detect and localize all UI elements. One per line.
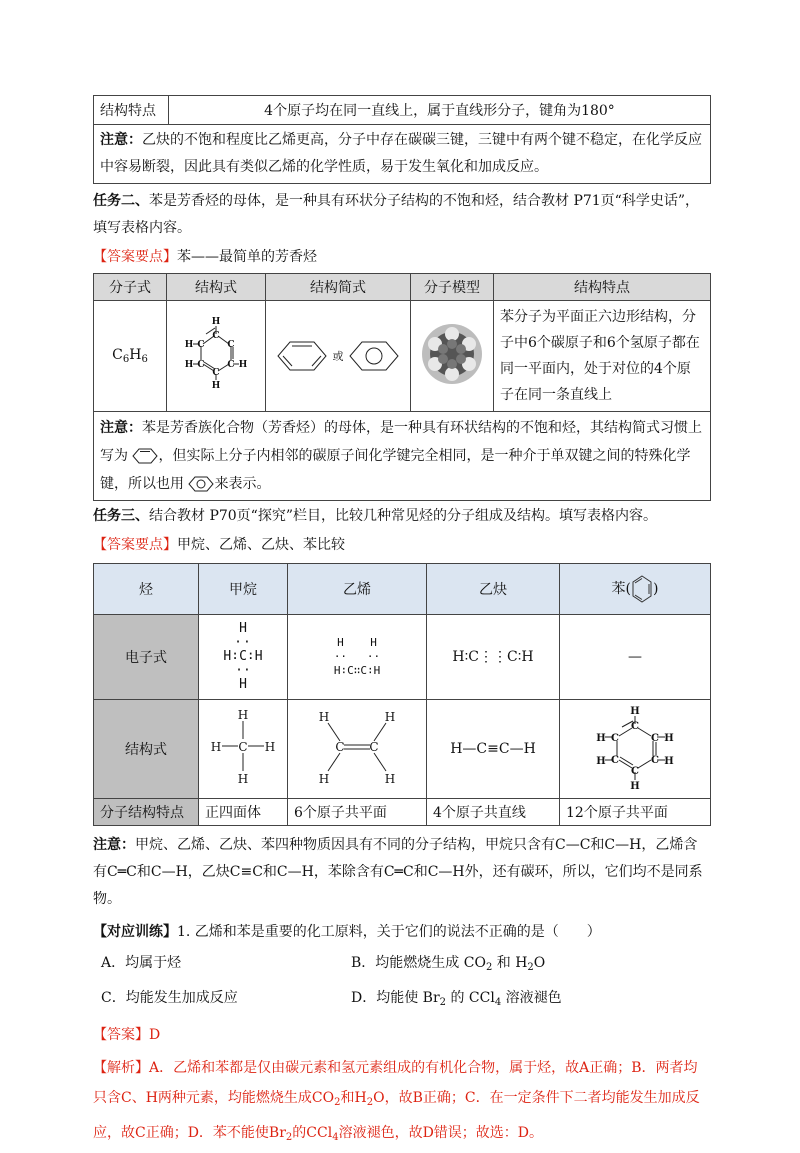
option-a[interactable]: A．均属于烃 xyxy=(101,955,182,971)
ethene-feature: 6个原子共平面 xyxy=(288,799,427,826)
compare-header-ethyne: 乙炔 xyxy=(427,564,560,615)
answer-line: 【答案】D xyxy=(93,1027,161,1043)
svg-text:C: C xyxy=(197,360,205,370)
benzene-structure-drawing xyxy=(181,314,251,394)
option-c[interactable]: C．均能发生加成反应 xyxy=(101,990,238,1006)
exercise-options-cd xyxy=(93,985,711,1016)
svg-text:H: H xyxy=(596,756,606,767)
svg-text:H: H xyxy=(264,740,276,754)
benzene-simplified xyxy=(266,301,411,412)
svg-text:H: H xyxy=(384,710,396,724)
task2-label: 任务二、 xyxy=(93,193,149,209)
compare-table xyxy=(93,563,711,826)
compare-header-benzene: 苯( ) xyxy=(560,564,711,615)
svg-text:H: H xyxy=(238,360,248,370)
exercise-options-ab xyxy=(93,950,711,981)
svg-text:C: C xyxy=(631,766,639,777)
ethyne-structure: H—C≡C—H xyxy=(427,700,560,799)
task2-text: 苯是芳香烃的母体，是一种具有环状分子结构的不饱和烃，结合教材 P71页“科学史话”，填写表格内容。 xyxy=(93,193,699,236)
benzene-table xyxy=(93,273,711,501)
task3: 任务三、结合教材 P70页“探究”栏目，比较几种常见烃的分子组成及结构。填写表格内容。 xyxy=(93,508,657,524)
svg-text:C: C xyxy=(651,733,659,744)
svg-text:C: C xyxy=(631,721,639,732)
benzene-circle-icon xyxy=(348,338,400,374)
svg-text:C: C xyxy=(227,340,235,350)
header-simplified: 结构简式 xyxy=(266,274,411,301)
note3: 注意：甲烷、乙烯、乙炔、苯四种物质因具有不同的分子结构，甲烷只含有C—C和C—H，乙烯含有C═C和C—H，乙炔C≡C和C—H，苯除含有C═C和C—H外，还有碳环，所以，它们均不是同系物。 xyxy=(93,837,703,907)
svg-text:H: H xyxy=(211,381,221,391)
svg-text:C: C xyxy=(212,368,220,378)
methane-electron: H ·· H∶C∶H ·· H xyxy=(199,615,288,700)
svg-text:C: C xyxy=(611,755,619,766)
svg-text:C: C xyxy=(611,733,619,744)
compare-header-ethene: 乙烯 xyxy=(288,564,427,615)
option-b[interactable]: B．均能燃烧生成 $CO_2$ 和 $H_2O$ xyxy=(351,955,546,973)
page-content xyxy=(93,95,711,1153)
benzene-formula: $C_6H_6$ xyxy=(94,301,167,412)
analysis: 【解析】A．乙烯和苯都是仅由碳元素和氢元素组成的有机化合物，属于烃，故A正确；B．两者均只含C、H两种元素，均能燃烧生成$CO_2$和$H_2O$，故B正确；C．在一定条件下二者均能发生加成反应，故C正确；D．苯不能使$Br_2$的CCl$_4$溶液褪色，故D错误；故选：D。 xyxy=(93,1060,700,1143)
header-feature: 结构特点 xyxy=(494,274,711,301)
svg-text:H: H xyxy=(664,756,674,767)
ethene-structure-drawing xyxy=(312,707,402,787)
svg-text:C: C xyxy=(212,331,220,341)
ethene-structure xyxy=(288,700,427,799)
svg-text:C: C xyxy=(651,755,659,766)
benzene-full-structure-drawing xyxy=(595,704,675,790)
ethene-electron: H H ·· ·· H∶C∷C∶H xyxy=(288,615,427,700)
benzene-structure xyxy=(560,700,711,799)
benzene-circle-inline-icon xyxy=(188,476,214,492)
benzene-feature-row: 12个原子共平面 xyxy=(560,799,711,826)
svg-text:H: H xyxy=(630,706,640,717)
methane-structure xyxy=(199,700,288,799)
benzene-kekule-structure xyxy=(167,301,266,412)
or-label: 或 xyxy=(332,350,344,363)
answer2-text: 苯——最简单的芳香烃 xyxy=(177,249,317,265)
ethyne-table xyxy=(93,95,711,184)
benzene-feature: 苯分子为平面正六边形结构，分子中6个碳原子和6个氢原子都在同一平面内，处于对位的4个原子在同一条直线上 xyxy=(494,301,711,412)
answer2-tag: 【答案要点】 xyxy=(93,249,177,265)
answer3: 【答案要点】甲烷、乙烯、乙炔、苯比较 xyxy=(93,537,345,553)
svg-text:C: C xyxy=(369,740,379,754)
row-feature-label: 分子结构特点 xyxy=(94,799,199,826)
svg-text:C: C xyxy=(227,360,235,370)
svg-text:C: C xyxy=(335,740,345,754)
answer2 xyxy=(93,244,711,271)
benzene-note: 注意：苯是芳香族化合物（芳香烃）的母体，是一种具有环状结构的不饱和烃，其结构简式习惯上写为 ，但实际上分子内相邻的碳原子间化学键完全相同，是一种介于单双键之间的特殊化学键，所以也用 来表示。 xyxy=(94,412,711,501)
compare-header-hydrocarbon: 烃 xyxy=(94,564,199,615)
header-formula: 分子式 xyxy=(94,274,167,301)
benzene-electron: — xyxy=(560,615,711,700)
svg-text:H: H xyxy=(237,772,249,786)
svg-text:H: H xyxy=(384,772,396,786)
svg-text:H: H xyxy=(237,708,249,722)
note-label: 注意： xyxy=(100,132,142,148)
ethyne-electron: H∶C⋮⋮C∶H xyxy=(427,615,560,700)
methane-feature: 正四面体 xyxy=(199,799,288,826)
note-text: 乙炔的不饱和程度比乙烯更高，分子中存在碳碳三键，三键中有两个键不稳定，在化学反应中容易断裂，因此具有类似乙烯的化学性质，易于发生氧化和加成反应。 xyxy=(100,132,702,175)
svg-text:H: H xyxy=(210,740,222,754)
row-structure-label: 结构式 xyxy=(94,700,199,799)
benzene-header-icon xyxy=(631,574,653,604)
svg-text:H: H xyxy=(596,733,606,744)
exercise-question: 【对应训练】1. 乙烯和苯是重要的化工原料，关于它们的说法不正确的是（ ） xyxy=(93,924,601,940)
benzene-model xyxy=(411,301,494,412)
compare-header-methane: 甲烷 xyxy=(199,564,288,615)
benzene-kekule-icon xyxy=(276,338,328,374)
benzene-kekule-inline-icon xyxy=(132,448,158,464)
svg-text:H: H xyxy=(318,772,330,786)
benzene-model-icon xyxy=(420,322,484,386)
option-d[interactable]: D．均能使 $Br_2$ 的 CCl$_4$ 溶液褪色 xyxy=(351,990,562,1008)
svg-text:H: H xyxy=(318,710,330,724)
svg-text:H: H xyxy=(664,733,674,744)
ethyne-feature: 4个原子共直线 xyxy=(427,799,560,826)
svg-text:C: C xyxy=(238,740,248,754)
feature-value: 4个原子均在同一直线上，属于直线形分子，键角为180° xyxy=(169,96,711,125)
svg-text:H: H xyxy=(184,360,194,370)
svg-text:H: H xyxy=(630,781,640,790)
feature-label: 结构特点 xyxy=(94,96,169,125)
svg-text:H: H xyxy=(184,340,194,350)
ethyne-note xyxy=(94,125,711,184)
task2 xyxy=(93,188,711,242)
methane-structure-drawing xyxy=(208,707,278,787)
atom-h: H xyxy=(211,317,221,327)
row-electron-label: 电子式 xyxy=(94,615,199,700)
svg-text:C: C xyxy=(197,340,205,350)
header-model: 分子模型 xyxy=(411,274,494,301)
header-structure: 结构式 xyxy=(167,274,266,301)
